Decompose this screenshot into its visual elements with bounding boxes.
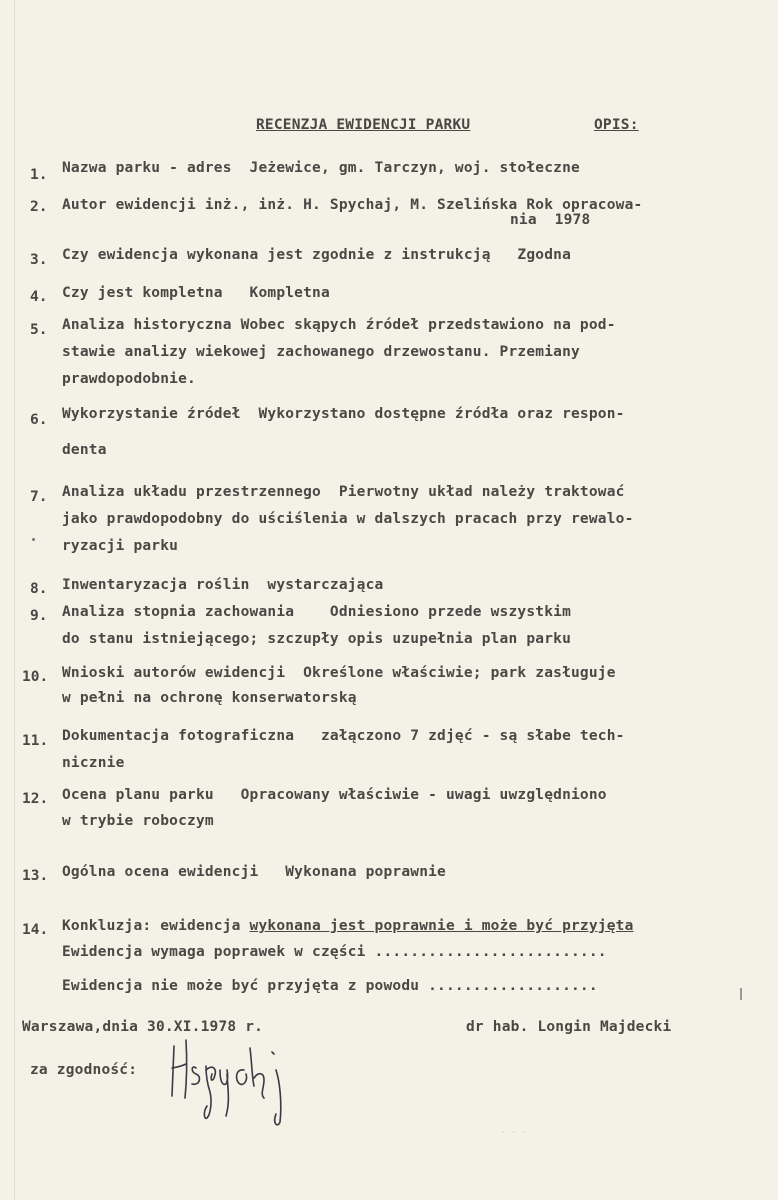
item-line: Analiza historyczna Wobec skąpych źródeł przedstawiono na pod- bbox=[62, 317, 616, 333]
item-line: jako prawdopodobny do uściślenia w dalszych pracach przy rewalo- bbox=[62, 511, 634, 527]
item-number: 5. bbox=[30, 322, 48, 338]
item-line: Dokumentacja fotograficzna załączono 7 zdjęć - są słabe tech- bbox=[62, 728, 625, 744]
item-number: 6. bbox=[30, 412, 48, 428]
reviewer-name: dr hab. Longin Majdecki bbox=[466, 1019, 672, 1035]
conformity-label: za zgodność: bbox=[30, 1062, 138, 1078]
item-number: 14. bbox=[22, 922, 49, 938]
item-line: nicznie bbox=[62, 755, 125, 771]
item-line: Nazwa parku - adres Jeżewice, gm. Tarczyn, woj. stołeczne bbox=[62, 160, 580, 176]
item-line: Wnioski autorów ewidencji Określone właściwie; park zasługuje bbox=[62, 665, 616, 681]
conclusion-verdict: wykonana jest poprawnie i może być przyjęta bbox=[249, 918, 634, 934]
item-line: Analiza układu przestrzennego Pierwotny układ należy traktować bbox=[62, 484, 625, 500]
faint-marks: · · · bbox=[500, 1128, 528, 1138]
item-line: nia 1978 bbox=[510, 212, 591, 228]
item-number: 3. bbox=[30, 252, 48, 268]
item-number: 1. bbox=[30, 167, 48, 183]
item-line: Wykorzystanie źródeł Wykorzystano dostępne źródła oraz respon- bbox=[62, 406, 625, 422]
item-number: 12. bbox=[22, 791, 49, 807]
item-line: Analiza stopnia zachowania Odniesiono przede wszystkim bbox=[62, 604, 571, 620]
item-line: do stanu istniejącego; szczupły opis uzupełnia plan parku bbox=[62, 631, 571, 647]
item-number: 11. bbox=[22, 733, 49, 749]
conclusion-line bbox=[62, 916, 634, 936]
item-line: w trybie roboczym bbox=[62, 813, 214, 829]
margin-mark bbox=[740, 988, 742, 1000]
document-title: RECENZJA EWIDENCJI PARKU bbox=[256, 117, 471, 133]
place-and-date: Warszawa,dnia 30.XI.1978 r. bbox=[22, 1019, 264, 1035]
conclusion-label: Konkluzja: ewidencja bbox=[62, 918, 250, 934]
item-line: Ogólna ocena ewidencji Wykonana poprawnie bbox=[62, 864, 446, 880]
item-number: 2. bbox=[30, 199, 48, 215]
conclusion-option-rejected: Ewidencja nie może być przyjęta z powodu ................... bbox=[62, 978, 598, 994]
item-line: Ocena planu parku Opracowany właściwie - uwagi uwzględniono bbox=[62, 787, 607, 803]
handwritten-signature bbox=[160, 1034, 300, 1129]
item-number: 4. bbox=[30, 289, 48, 305]
item-line: ryzacji parku bbox=[62, 538, 179, 554]
conclusion-option-corrections: Ewidencja wymaga poprawek w części .......................... bbox=[62, 944, 607, 960]
item-line: Czy ewidencja wykonana jest zgodnie z instrukcją Zgodna bbox=[62, 247, 571, 263]
item-line: Czy jest kompletna Kompletna bbox=[62, 285, 330, 301]
item-line: Inwentaryzacja roślin wystarczająca bbox=[62, 577, 384, 593]
document-subtitle: OPIS: bbox=[594, 117, 639, 133]
item-number: 10. bbox=[22, 669, 49, 685]
item-number: 13. bbox=[22, 868, 49, 884]
item-line: w pełni na ochronę konserwatorską bbox=[62, 690, 357, 706]
ink-dot bbox=[32, 538, 35, 541]
item-line: prawdopodobnie. bbox=[62, 371, 196, 387]
item-line: denta bbox=[62, 442, 107, 458]
item-number: 8. bbox=[30, 581, 48, 597]
item-number: 7. bbox=[30, 489, 48, 505]
paper-fold bbox=[14, 0, 15, 1200]
item-line: stawie analizy wiekowej zachowanego drzewostanu. Przemiany bbox=[62, 344, 580, 360]
item-line: Autor ewidencji inż., inż. H. Spychaj, M. Szelińska Rok opracowa- bbox=[62, 197, 643, 213]
item-number: 9. bbox=[30, 608, 48, 624]
